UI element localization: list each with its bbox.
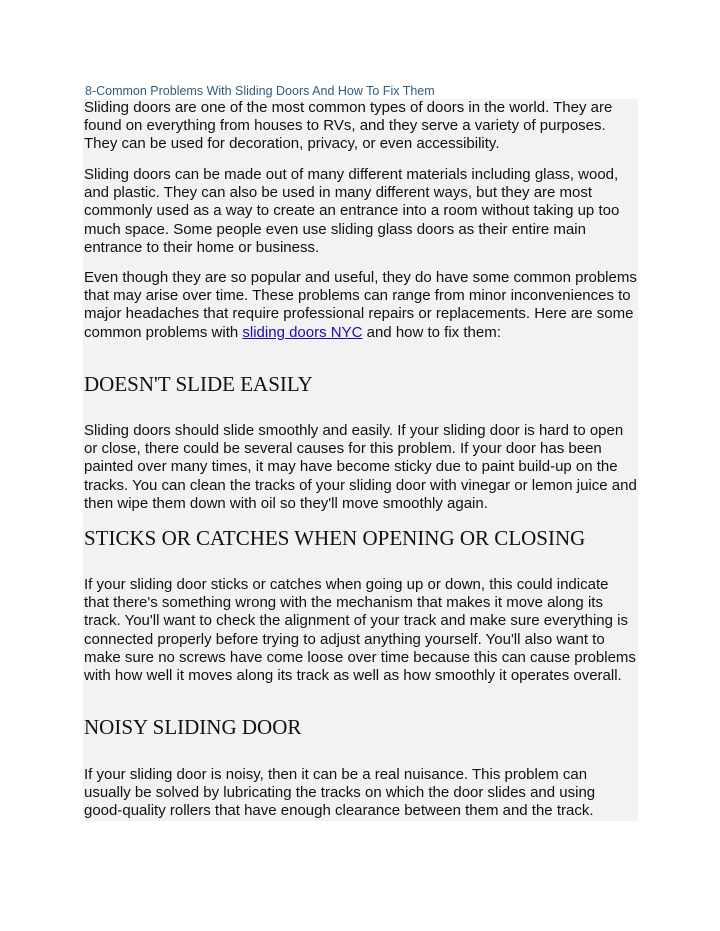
intro-paragraph: Sliding doors are one of the most common types of doors in the world. They are found on everything from houses to RVs, and they serve a variety of purposes. They can be used for decoration, privacy, or even accessibility.	[84, 99, 613, 153]
section-paragraph: Sliding doors should slide smoothly and easily. If your sliding door is hard to open or close, there could be several causes for this problem. If your door has been painted over many times, it may have become sticky due to paint build-up on the tracks. You can clean the tracks of your sliding door with vinegar or lemon juice and then wipe them down with oil so they'll move smoothly again.	[84, 422, 637, 512]
section-paragraph: If your sliding door is noisy, then it can be a real nuisance. This problem can usually be solved by lubricating the tracks on which the door slides and using good-quality rollers that have enough clearance between them and the track.	[84, 766, 596, 820]
section-paragraph: If your sliding door sticks or catches when going up or down, this could indicate that there's something wrong with the mechanism that makes it move along its track. You'll want to check the alignment of your track and make sure everything is connected properly before trying to adjust anything yourself. You'll also want to make sure no screws have come loose over time because this can cause problems with how well it moves along its track as well as how smoothly it operates overall.	[84, 576, 636, 685]
intro-paragraph	[84, 269, 637, 342]
section-heading: NOISY SLIDING DOOR	[84, 715, 302, 739]
section-heading: STICKS OR CATCHES WHEN OPENING OR CLOSING	[84, 526, 586, 550]
paragraph-text: and how to fix them:	[362, 323, 501, 341]
article-body	[83, 99, 638, 821]
paragraph-text: Even though they are so popular and useful, they do have some common problems that may arise over time. These problems can range from minor inconveniences to major headaches that require professional repairs or replacements. Here are some common problems with	[84, 269, 637, 341]
document-title: 8-Common Problems With Sliding Doors And How To Fix Them	[85, 84, 435, 98]
intro-paragraph: Sliding doors can be made out of many different materials including glass, wood, and plastic. They can also be used in many different ways, but they are most commonly used as a way to create an entrance into a room without taking up too much space. Some people even use sliding glass doors as their entire main entrance to their home or business.	[84, 166, 620, 256]
sliding-doors-nyc-link[interactable]: sliding doors NYC	[242, 323, 363, 341]
section-heading: DOESN'T SLIDE EASILY	[84, 372, 313, 396]
